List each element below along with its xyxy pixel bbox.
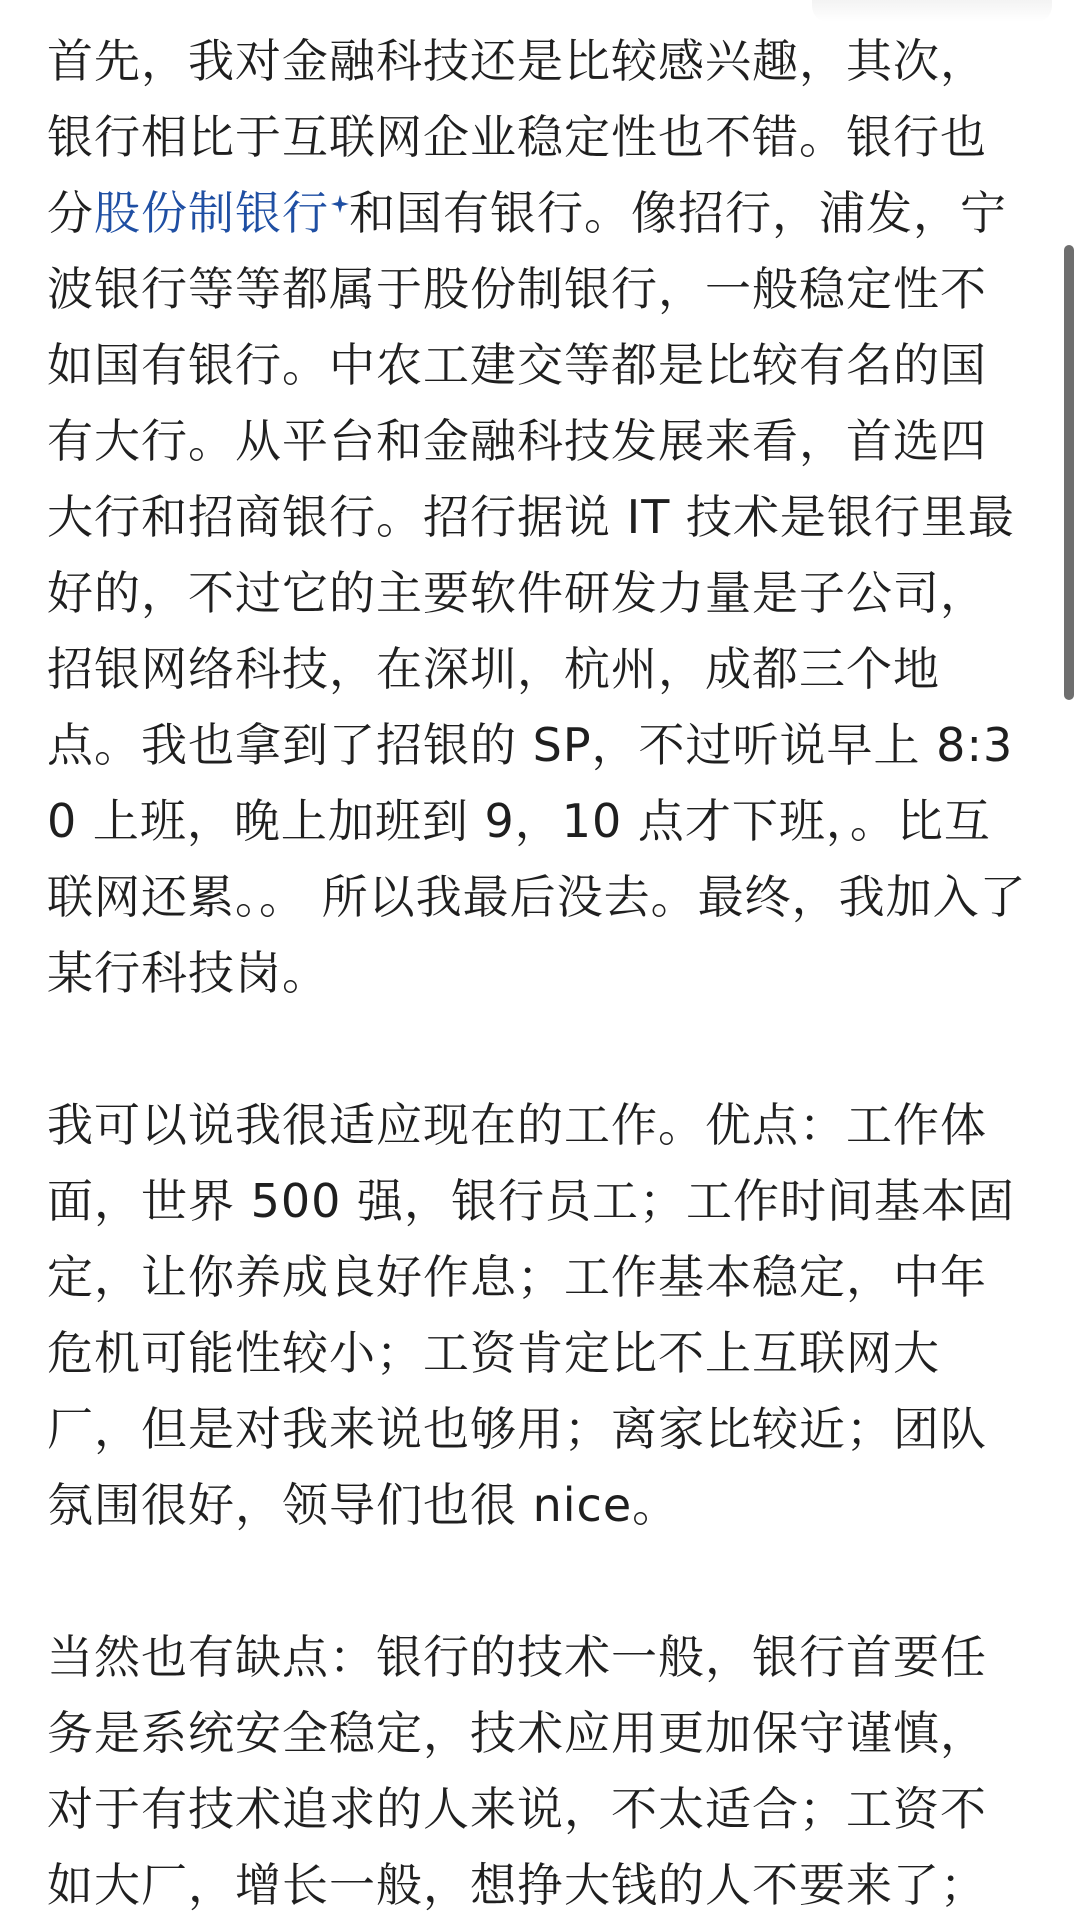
- scrollbar[interactable]: [1064, 245, 1074, 700]
- paragraph-1: [47, 23, 1032, 1011]
- keyword-link-label[interactable]: 股份制银行: [94, 186, 329, 240]
- paragraph-3: 当然也有缺点：银行的技术一般，银行首要任务是系统安全稳定，技术应用更加保守谨慎，对于有技术追求的人来说，不太适合；工资不如大厂，增长一般，想挣大钱的人不要来了；: [47, 1630, 987, 1912]
- top-edge-shadow: [812, 0, 1052, 22]
- paragraph-1-text-start: 首先，我对金融科技还是比较感兴趣，其次，银行相比于互联网企业稳定性也不错。银行也分: [47, 34, 987, 240]
- answer-content: [47, 23, 1032, 1923]
- paragraph-1-text-end: 和国有银行。像招行，浦发，宁波银行等等都属于股份制银行，一般稳定性不如国有银行。中农工建交等都是比较有名的国有大行。从平台和金融科技发展来看，首选四大行和招商银行。招行据说 IT 技术是银行里最好的，不过它的主要软件研发力量是子公司，招银网络科技，在深圳，杭州，成都三个地点。我也拿到了招银的 SP，不过听说早上 8:30 上班，晚上加班到 9，10 点才下班，。比互联网还累。。 所以我最后没去。最终，我加入了某行科技岗。: [47, 186, 1027, 1000]
- sparkle-icon[interactable]: [331, 195, 349, 213]
- paragraph-2: 我可以说我很适应现在的工作。优点：工作体面，世界 500 强，银行员工；工作时间基本固定，让你养成良好作息；工作基本稳定，中年危机可能性较小；工资肯定比不上互联网大厂，但是对我来说也够用；离家比较近；团队氛围很好，领导们也很 nice。: [47, 1098, 1016, 1532]
- keyword-link-joint-stock-bank[interactable]: [94, 186, 349, 240]
